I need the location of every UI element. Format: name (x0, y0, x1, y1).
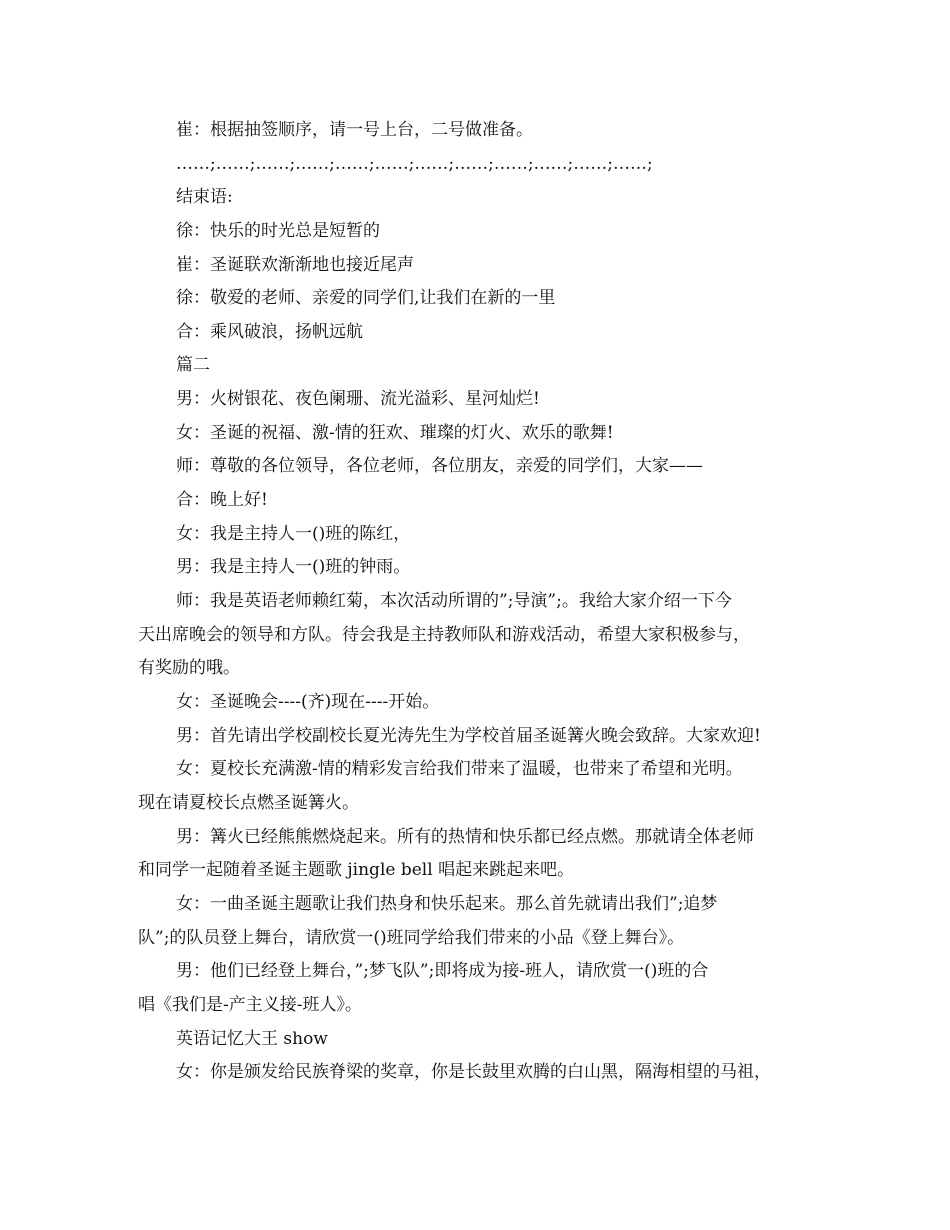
text-line: 师：我是英语老师赖红菊，本次活动所谓的”;导演”;。我给大家介绍一下今 (176, 591, 732, 611)
text-line: 队”;的队员登上舞台，请欣赏一()班同学给我们带来的小品《登上舞台》。 (138, 928, 685, 948)
text-line: 崔：圣诞联欢渐渐地也接近尾声 (176, 255, 414, 275)
text-line: 和同学一起随着圣诞主题歌 jingle bell 唱起来跳起来吧。 (138, 860, 575, 880)
text-line: 英语记忆大王 show (176, 1029, 328, 1049)
text-line: 崔：根据抽签顺序，请一号上台，二号做准备。 (176, 120, 533, 140)
text-line: 男：他们已经登上舞台，”;梦飞队”;即将成为接-班人，请欣赏一()班的合 (176, 961, 709, 981)
section-heading: 篇二 (176, 355, 210, 375)
text-line: 男：我是主持人一()班的钟雨。 (176, 557, 411, 577)
text-line: 唱《我们是-产主义接-班人》。 (138, 995, 362, 1015)
text-line: 合：乘风破浪，扬帆远航 (176, 322, 363, 342)
text-line: 男：篝火已经熊熊燃烧起来。所有的热情和快乐都已经点燃。那就请全体老师 (176, 827, 754, 847)
text-line: 有奖励的哦。 (138, 658, 240, 678)
text-line: 女：圣诞晚会----(齐)现在----开始。 (176, 692, 440, 712)
text-line: 女：一曲圣诞主题歌让我们热身和快乐起来。那么首先就请出我们”;追梦 (176, 894, 718, 914)
text-line: 男：火树银花、夜色阑珊、流光溢彩、星河灿烂! (176, 389, 540, 409)
text-line: 结束语: (176, 187, 233, 207)
text-line: 徐：快乐的时光总是短暂的 (176, 221, 380, 241)
text-line: 女：夏校长充满激-情的精彩发言给我们带来了温暖，也带来了希望和光明。 (176, 759, 743, 779)
text-line: ……;……;……;……;……;……;……;……;……;……;……;……; (176, 154, 653, 174)
text-line: 天出席晚会的领导和方队。待会我是主持教师队和游戏活动，希望大家积极参与， (138, 625, 750, 645)
text-line: 男：首先请出学校副校长夏光涛先生为学校首届圣诞篝火晚会致辞。大家欢迎! (176, 726, 761, 746)
text-line: 女：我是主持人一()班的陈红， (176, 524, 411, 544)
text-line: 合：晚上好! (176, 490, 268, 510)
text-line: 女：你是颁发给民族脊梁的奖章，你是长鼓里欢腾的白山黑，隔海相望的马祖， (176, 1062, 771, 1082)
text-line: 现在请夏校长点燃圣诞篝火。 (138, 793, 359, 813)
text-line: 女：圣诞的祝福、激-情的狂欢、璀璨的灯火、欢乐的歌舞! (176, 423, 614, 443)
text-line: 徐：敬爱的老师、亲爱的同学们,让我们在新的一里 (176, 288, 556, 308)
text-line: 师：尊敬的各位领导，各位老师，各位朋友，亲爱的同学们，大家—— (176, 456, 703, 476)
